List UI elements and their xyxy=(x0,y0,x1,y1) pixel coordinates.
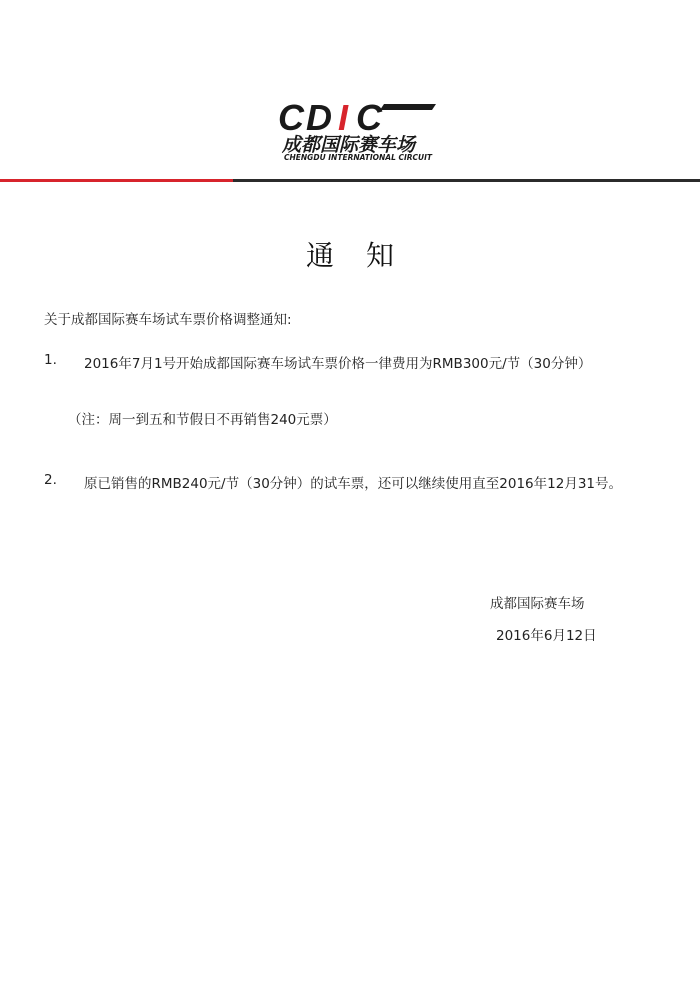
cdic-logo-c: C xyxy=(356,100,382,134)
notice-note: （注：周一到五和节假日不再销售240元票） xyxy=(68,412,337,428)
item-text: 2016年7月1号开始成都国际赛车场试车票价格一律费用为RMB300元/节（30分钟） xyxy=(84,356,592,372)
item-text: 原已销售的RMB240元/节（30分钟）的试车票，还可以继续使用直至2016年12月31号。 xyxy=(84,476,622,492)
signature-date: 2016年6月12日 xyxy=(496,628,597,644)
logo-name-en: CHENGDU INTERNATIONAL CIRCUIT xyxy=(284,153,433,162)
signature-org: 成都国际赛车场 xyxy=(490,596,585,612)
cdic-logo-mark xyxy=(276,100,436,134)
logo-name-cn: 成都国际赛车场 xyxy=(282,134,416,156)
header-rule-dark xyxy=(233,179,700,182)
cdic-logo-letters: CD xyxy=(278,100,334,134)
cdic-logo xyxy=(276,100,436,164)
cdic-logo-i: I xyxy=(338,100,349,134)
notice-title: 通知 xyxy=(305,239,426,272)
logo-swoosh-top xyxy=(380,104,436,110)
notice-intro: 关于成都国际赛车场试车票价格调整通知: xyxy=(44,312,292,328)
item-number: 1. xyxy=(44,352,57,368)
header-rule-red xyxy=(0,179,233,182)
item-number: 2. xyxy=(44,472,57,488)
